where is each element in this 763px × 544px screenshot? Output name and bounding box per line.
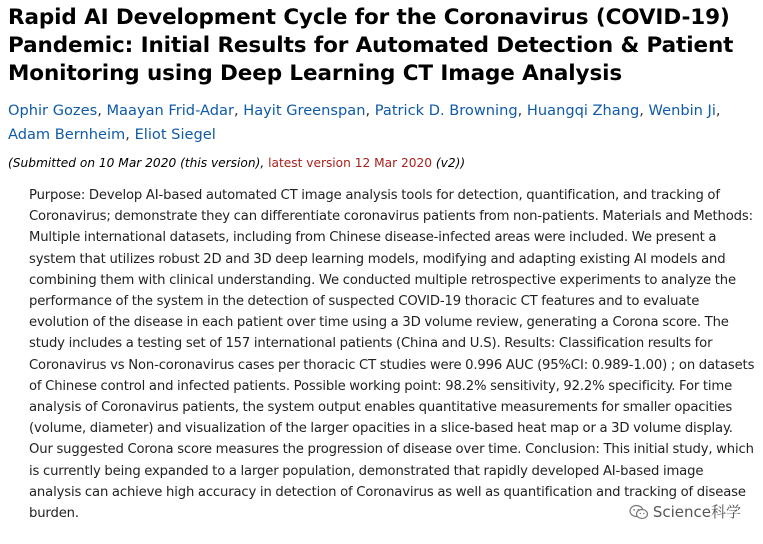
latest-version-link[interactable]: latest version 12 Mar 2020 (268, 156, 433, 170)
submission-info (8, 155, 748, 171)
author-link[interactable]: Patrick D. Browning (374, 102, 518, 119)
watermark (625, 501, 745, 522)
author-link[interactable]: Eliot Siegel (134, 126, 216, 143)
author-link[interactable]: Wenbin Ji (648, 102, 716, 119)
watermark-text: Science科学 (652, 503, 741, 521)
author-link[interactable]: Huangqi Zhang (526, 102, 640, 119)
author-link[interactable]: Ophir Gozes (8, 102, 98, 119)
wechat-logo-icon (629, 504, 649, 520)
abstract-text: Purpose: Develop AI-based automated CT image analysis tools for detection, quantification, and tracking of Coronavirus; demonstrate they can differentiate coronavirus patients from non-patients. Materials and Methods: Multiple international datasets, including from Chinese disease-infected areas were included. We present a system that utilizes robust 2D and 3D deep learning models, modifying and adapting existing AI models and combining them with clinical understanding. We conducted multiple retrospective experiments to analyze the performance of the system in the detection of suspected COVID-19 thoracic CT features and to evaluate evolution of the disease in each patient over time using a 3D volume review, generating a Corona score. The study includes a testing set of 157 international patients (China and U.S). Results: Classification results for Coronavirus vs Non-coronavirus cases per thoracic CT studies were 0.996 AUC (95%CI: 0.989-1.00) ; on datasets of Chinese control and infected patients. Possible working point: 98.2% sensitivity, 92.2% specificity. For time analysis of Coronavirus patients, the system output enables quantitative measurements for smaller opacities (volume, diameter) and visualization of the larger opacities in a slice-based heat map or a 3D volume display. Our suggested Corona score measures the progression of disease over time. Conclusion: This initial study, which is currently being expanded to a larger population, demonstrated that rapidly developed AI-based image analysis can achieve high accuracy in detection of Coronavirus as well as quantification and tracking of disease burden. (29, 188, 755, 522)
submitted-prefix: (Submitted on 10 Mar 2020 (this version), (8, 156, 269, 170)
author-link[interactable]: Maayan Frid-Adar (106, 102, 234, 119)
author-link[interactable]: Hayit Greenspan (243, 102, 366, 119)
author-list: Ophir Gozes, Maayan Frid-Adar, Hayit Greenspan, Patrick D. Browning, Huangqi Zhang, Wenbin Ji, Adam Bernheim, Eliot Siegel (8, 102, 721, 143)
author-link[interactable]: Adam Bernheim (8, 126, 126, 143)
paper-title: Rapid AI Development Cycle for the Coronavirus (COVID-19) Pandemic: Initial Results for Automated Detection & Patient Monitoring using Deep Learning CT Image Analysis (8, 5, 734, 86)
submitted-suffix: (v2)) (432, 156, 466, 170)
